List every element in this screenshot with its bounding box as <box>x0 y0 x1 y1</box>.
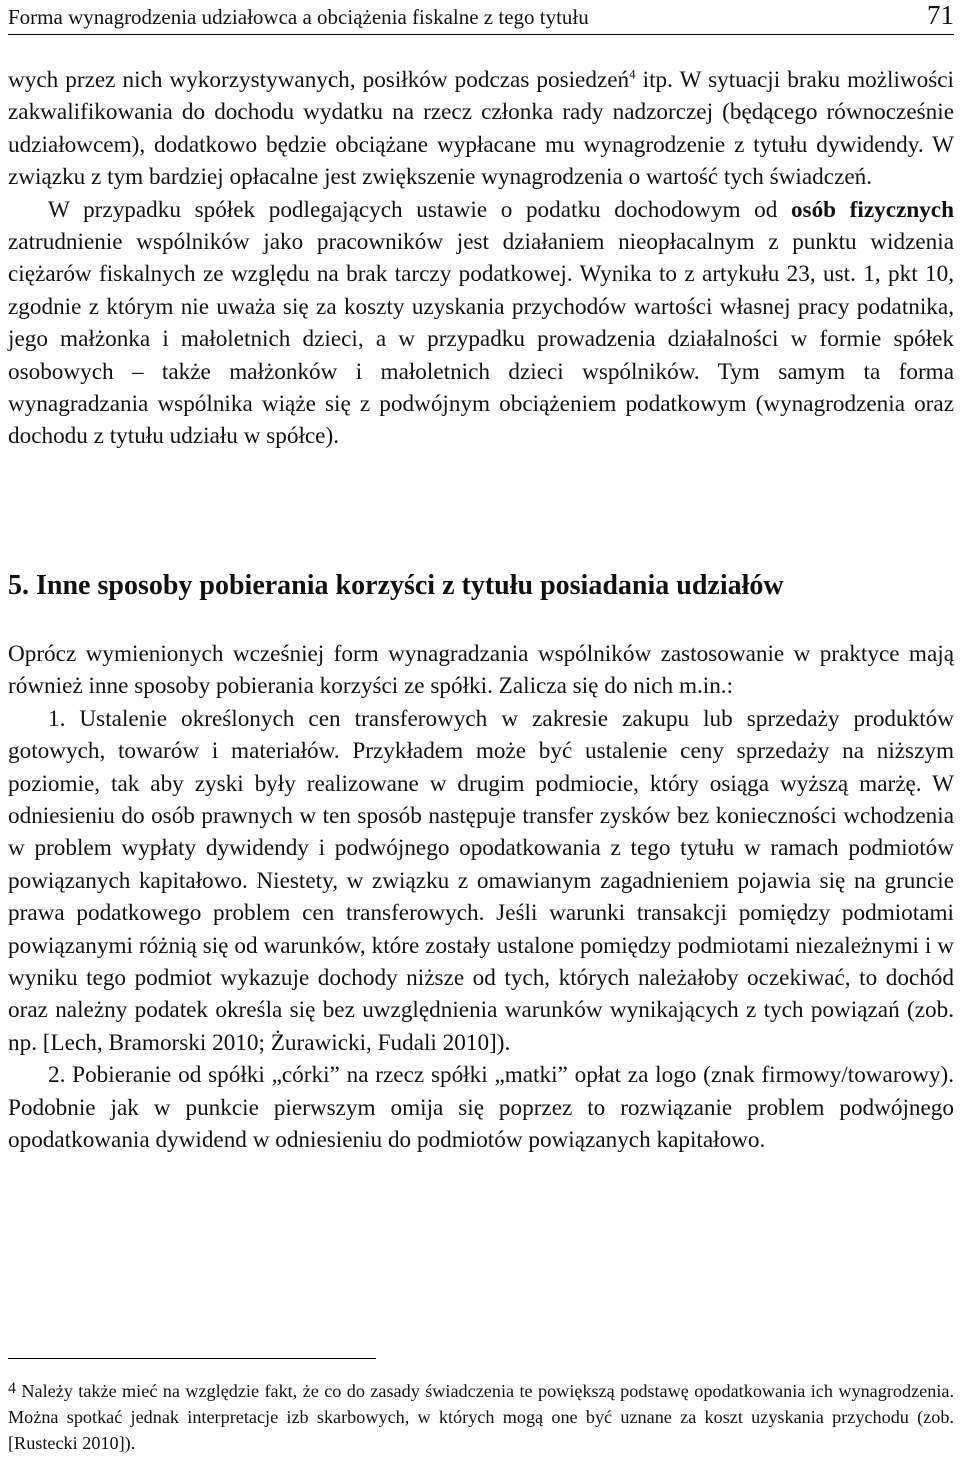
paragraph-1: wych przez nich wykorzystywanych, posiłków podczas posiedzeń$^4$ itp. W sytuacji braku możliwości zakwalifikowania do dochodu wydatku na rzecz członka rady nadzorczej (będącego równocześnie udziałowcem), dodatkowo będzie obciążane wypłacane mu wynagrodzenie z tytułu dywidendy. W związku z tym bardziej opłacalne jest zwiększenie wynagrodzenia o wartość tych świadczeń. <box>8 66 954 191</box>
list-item-2: 2. Pobieranie od spółki „córki” na rzecz spółki „matki” opłat za logo (znak firmowy/towarowy). Podobnie jak w punkcie pierwszym omija się poprzez to rozwiązanie problem podwójnego opodatkowania dywidend w odniesieniu do podmiotów powiązanych kapitałowo. <box>8 1062 954 1154</box>
footnote-divider <box>8 1358 376 1359</box>
paragraph-2: W przypadku spółek podlegających ustawie o podatku dochodowym od osób fizycznych zatrudnienie wspólników jako pracowników jest działaniem nieopłacalnym z punktu widzenia ciężarów fiskalnych ze względu na brak tarczy podatkowej. Wynika to z artykułu 23, ust. 1, pkt 10, zgodnie z którym nie uważa się za koszty uzyskania przychodów wartości własnej pracy podatnika, jego małżonka i małoletnich dzieci, a w przypadku prowadzenia działalności w formie spółek osobowych – także małżonków i małoletnich dzieci wspólników. Tym samym ta forma wynagradzania wspólnika wiąże się z podwójnym obciążeniem podatkowym (wynagrodzenia oraz dochodu z tytułu udziału w spółce). <box>8 196 954 450</box>
footnote <box>8 1376 954 1456</box>
footnote-mark: 4 <box>8 1380 16 1397</box>
footnote-reference[interactable]: 4 <box>629 66 636 82</box>
page-number: 71 <box>927 0 954 30</box>
footnote-text: Należy także mieć na względzie fakt, że co do zasady świadczenia te powiększą podstawę opodatkowania ich wynagrodzenia. Można spotkać jednak interpretacje izb skarbowych, w których mogą one być uznane za koszt uzyskania przychodu (zob. [Rustecki 2010]). <box>8 1381 954 1453</box>
list-item-1: 1. Ustalenie określonych cen transferowych w zakresie zakupu lub sprzedaży produktów gotowych, towarów i materiałów. Przykładem może być ustalenie ceny sprzedaży na niższym poziomie, tak aby zyski były realizowane w drugim podmiocie, który osiąga wyższą marżę. W odniesieniu do osób prawnych w ten sposób następuje transfer zysków bez konieczności wchodzenia w problem wypłaty dywidendy i podwójnego opodatkowania z tego tytułu w ramach podmiotów powiązanych kapitałowo. Niestety, w związku z omawianym zagadnieniem pojawia się na gruncie prawa podatkowego problem cen transferowych. Jeśli warunki transakcji pomiędzy podmiotami powiązanymi różnią się od warunków, które zostały ustalone pomiędzy podmiotami niezależnymi i w wyniku tego podmiot wykazuje dochody niższe od tych, których należałoby oczekiwać, to dochód oraz należny podatek określa się bez uwzględnienia warunków wynikających z tych powiązań (zob. np. [Lech, Bramorski 2010; Żurawicki, Fudali 2010]). <box>8 705 954 1056</box>
section-heading: 5. Inne sposoby pobierania korzyści z tytułu posiadania udziałów <box>8 570 784 601</box>
running-header <box>8 0 954 35</box>
section-intro: Oprócz wymienionych wcześniej form wynagradzania wspólników zastosowanie w praktyce mają również inne sposoby pobierania korzyści ze spółki. Zalicza się do nich m.in.: <box>8 641 954 700</box>
body-block-1 <box>8 64 954 453</box>
body-block-2 <box>8 638 954 1157</box>
emphasis-bold: osób fizycznych <box>790 196 954 223</box>
header-title: Forma wynagrodzenia udziałowca a obciążenia fiskalne z tego tytułu <box>8 5 589 29</box>
